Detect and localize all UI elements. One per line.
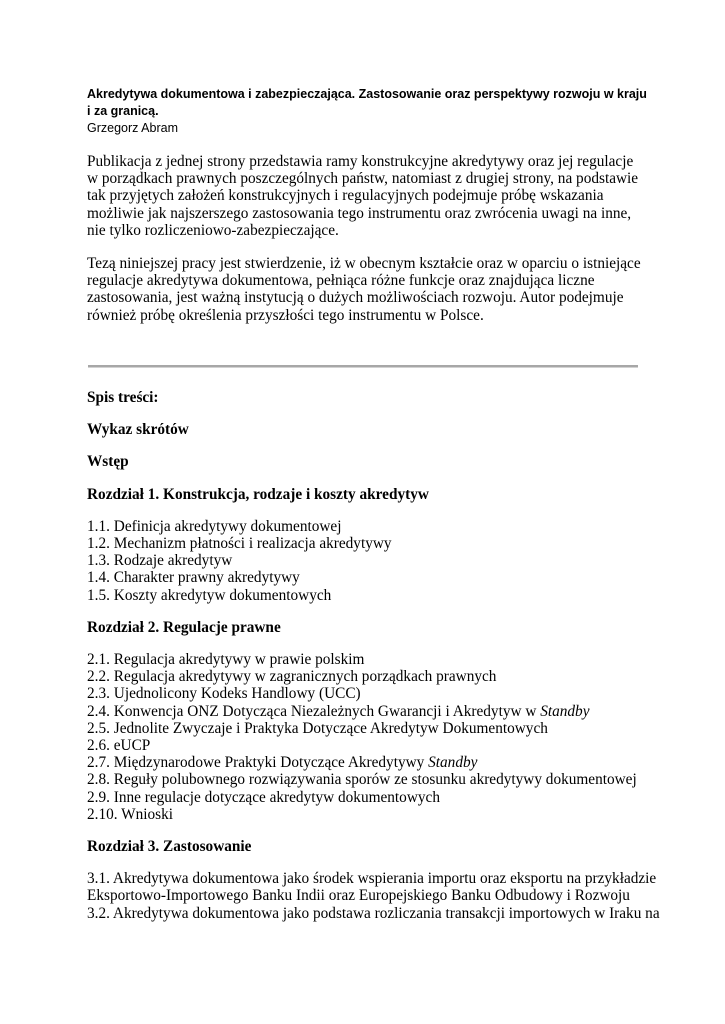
- toc-item: 2.2. Regulacja akredytywy w zagranicznych porządkach prawnych: [87, 668, 497, 686]
- toc-item: 2.5. Jednolite Zwyczaje i Praktyka Dotyczące Akredytyw Dokumentowych: [87, 719, 548, 737]
- chapter-1-title: Rozdział 1. Konstrukcja, rodzaje i koszty akredytyw: [87, 485, 429, 503]
- toc-title: Spis treści:: [87, 389, 159, 406]
- toc-item: 2.8. Reguły polubownego rozwiązywania sporów ze stosunku akredytywy dokumentowej: [87, 771, 637, 789]
- toc-item: 2.3. Ujednolicony Kodeks Handlowy (UCC): [87, 685, 361, 703]
- table-of-contents: [87, 389, 660, 922]
- toc-item-text: 2.7. Międzynarodowe Praktyki Dotyczące Akredytywy: [87, 754, 429, 772]
- toc-item-text: 2.4. Konwencja ONZ Dotycząca Niezależnych Gwarancji i Akredytyw w: [87, 702, 541, 720]
- toc-item: 1.3. Rodzaje akredytyw: [87, 552, 233, 570]
- toc-item-italic: Standby: [428, 754, 478, 772]
- toc-item: 2.6. eUCP: [87, 737, 151, 755]
- toc-item-with-emphasis: [87, 754, 657, 771]
- toc-item: 2.9. Inne regulacje dotyczące akredytyw dokumentowych: [87, 788, 440, 806]
- toc-item: 1.4. Charakter prawny akredytywy: [87, 569, 300, 587]
- document-author: Grzegorz Abram: [87, 121, 179, 135]
- toc-item: 2.1. Regulacja akredytywy w prawie polskim: [87, 651, 365, 669]
- chapter-3-list: [87, 870, 660, 922]
- toc-item-italic: Standby: [540, 702, 590, 720]
- toc-abbreviations: Wykaz skrótów: [87, 421, 189, 439]
- toc-introduction: Wstęp: [87, 453, 129, 471]
- document-title: Akredytywa dokumentowa i zabezpieczająca. Zastosowanie oraz perspektywy rozwoju w kraju i za granicą.: [87, 87, 647, 118]
- toc-item: 1.2. Mechanizm płatności i realizacja akredytywy: [87, 535, 392, 553]
- abstract-paragraph-2: Tezą niniejszej pracy jest stwierdzenie, iż w obecnym kształcie oraz w oparciu o istniejące regulacje akredytywa dokumentowa, pełniąca różne funkcje oraz znajdująca liczne zastosowania, jest ważną instytucją o dużych możliwościach rozwoju. Autor podejmuje również próbę określenia przyszłości tego instrumentu w Polsce.: [87, 255, 641, 324]
- toc-item: 2.10. Wnioski: [87, 805, 173, 823]
- toc-item: 3.1. Akredytywa dokumentowa jako środek wspierania importu oraz eksportu na przykładzie Eksportowo-Importowego Banku Indii oraz Europejskiego Banku Odbudowy i Rozwoju: [87, 870, 657, 905]
- toc-item: 3.2. Akredytywa dokumentowa jako podstawa rozliczania transakcji importowych w Iraku na: [87, 904, 660, 922]
- toc-item-with-emphasis: [87, 703, 657, 720]
- chapter-1-list: [87, 518, 657, 604]
- chapter-2-title: Rozdział 2. Regulacje prawne: [87, 618, 281, 636]
- document-header: [87, 86, 647, 137]
- horizontal-divider: [88, 365, 638, 368]
- toc-item: 1.1. Definicja akredytywy dokumentowej: [87, 517, 342, 535]
- chapter-3-title: Rozdział 3. Zastosowanie: [87, 838, 252, 856]
- toc-item: 1.5. Koszty akredytyw dokumentowych: [87, 586, 332, 604]
- abstract-paragraph-1: Publikacja z jednej strony przedstawia ramy konstrukcyjne akredytywy oraz jej regulacje w porządkach prawnych poszczególnych państw, natomiast z drugiej strony, na podstawie tak przyjętych założeń konstrukcyjnych i regulacyjnych podejmuje próbę wskazania możliwie jak najszerszego zastosowania tego instrumentu oraz zwrócenia uwagi na inne, nie tylko rozliczeniowo-zabezpieczające.: [87, 153, 639, 239]
- chapter-2-list: [87, 651, 657, 823]
